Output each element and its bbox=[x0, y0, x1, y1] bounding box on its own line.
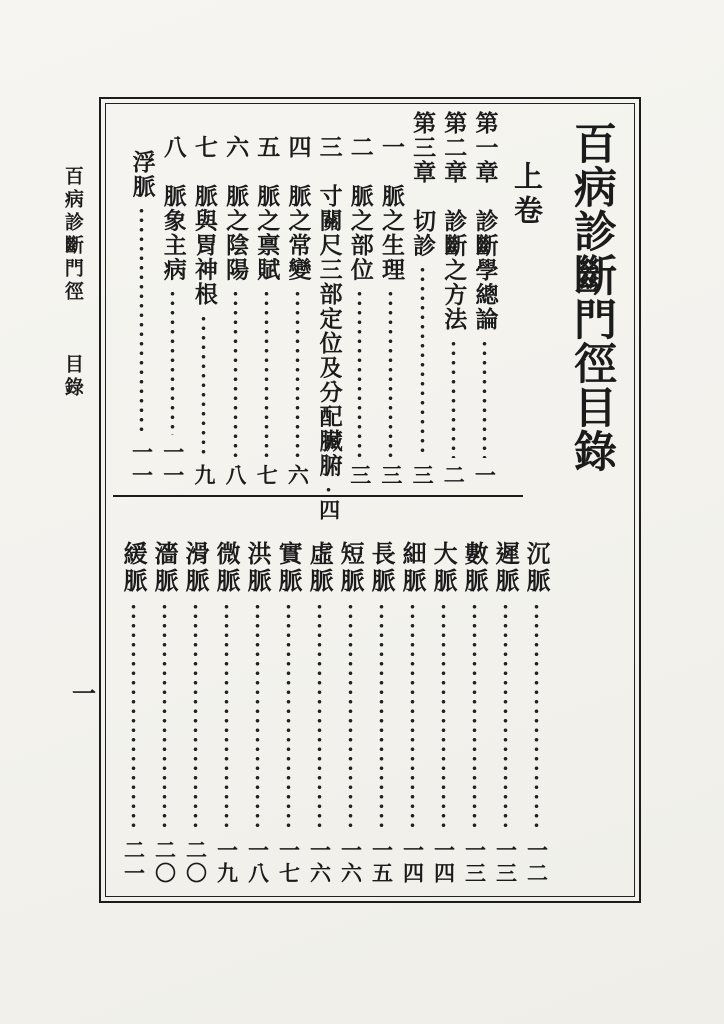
toc-entry bbox=[398, 541, 427, 887]
dot-leader bbox=[460, 602, 489, 833]
toc-entry-label: 實脈 bbox=[274, 541, 304, 595]
toc-entry bbox=[221, 111, 250, 489]
toc-entry-label: 二 脈之部位 bbox=[346, 135, 374, 282]
toc-entry-label: 七 脈與胃神根 bbox=[190, 135, 218, 307]
toc-entry-label: 短脈 bbox=[336, 541, 366, 595]
dot-leader bbox=[189, 314, 218, 459]
toc-entry-page-number: 一四 bbox=[400, 839, 426, 885]
dot-leader bbox=[522, 602, 551, 833]
dot-leader bbox=[243, 602, 272, 833]
toc-entry-page-number: 一二 bbox=[524, 839, 550, 885]
toc-entry-label: 細脈 bbox=[398, 541, 428, 595]
toc-entry-label: 緩脈 bbox=[119, 541, 149, 595]
toc-entry bbox=[181, 541, 210, 887]
volume-label: 上卷 bbox=[510, 161, 544, 229]
dot-leader bbox=[439, 339, 468, 459]
toc-entry-label: 第三章 切診 bbox=[409, 111, 437, 258]
toc-entry-page-number: 三 bbox=[378, 464, 404, 487]
dot-leader bbox=[314, 485, 343, 493]
dot-leader bbox=[283, 289, 312, 458]
toc-entry bbox=[460, 541, 489, 887]
dot-leader bbox=[408, 265, 437, 458]
toc-entry-label: 第二章 診斷之方法 bbox=[440, 111, 468, 332]
toc-entry bbox=[189, 111, 218, 489]
dot-leader bbox=[345, 289, 374, 458]
dot-leader bbox=[336, 602, 365, 833]
toc-entry-label: 四 脈之常變 bbox=[284, 135, 312, 282]
toc-entry bbox=[243, 541, 272, 887]
toc-entry bbox=[408, 111, 437, 489]
toc-entry-page-number: 三 bbox=[347, 464, 373, 487]
dot-leader bbox=[470, 339, 499, 459]
toc-entry bbox=[158, 111, 187, 489]
dot-leader bbox=[119, 602, 148, 833]
toc-entry-page-number: 六 bbox=[285, 464, 311, 487]
dot-leader bbox=[181, 602, 210, 833]
dot-leader bbox=[212, 602, 241, 833]
toc-entry-page-number: 七 bbox=[254, 464, 280, 487]
toc-entry-page-number: 二一 bbox=[121, 839, 147, 885]
toc-entry-label: 浮脈 bbox=[128, 150, 156, 199]
toc-entry-label: 滑脈 bbox=[181, 541, 211, 595]
toc-entry-page-number: 一三 bbox=[493, 839, 519, 885]
toc-entry bbox=[119, 541, 148, 887]
toc-entry bbox=[212, 541, 241, 887]
toc-entry-page-number: 三 bbox=[410, 464, 436, 487]
toc-entry bbox=[367, 541, 396, 887]
toc-entry-page-number: 一七 bbox=[276, 839, 302, 885]
dot-leader bbox=[305, 602, 334, 833]
toc-entry-label: 數脈 bbox=[460, 541, 490, 595]
folio-page-number: 一 bbox=[72, 679, 96, 708]
dot-leader bbox=[127, 206, 156, 435]
toc-entry bbox=[522, 541, 551, 887]
dot-leader bbox=[398, 602, 427, 833]
toc-entry-page-number: 九 bbox=[191, 464, 217, 487]
toc-entry bbox=[439, 111, 468, 489]
margin-section-label: 目錄 bbox=[61, 354, 84, 400]
toc-entry bbox=[305, 541, 334, 887]
toc-entry-page-number: 一五 bbox=[369, 839, 395, 885]
toc-entry-page-number: 一一 bbox=[160, 441, 186, 487]
page-frame bbox=[99, 97, 641, 903]
toc-entry bbox=[314, 111, 343, 522]
toc-entry-page-number: 一九 bbox=[214, 839, 240, 885]
toc-entry-page-number: 八 bbox=[223, 464, 249, 487]
toc-entry-page-number: 二〇 bbox=[183, 839, 209, 885]
toc-entry-page-number: 二〇 bbox=[152, 839, 178, 885]
toc-entry-page-number: 一一 bbox=[129, 441, 155, 487]
dot-leader bbox=[274, 602, 303, 833]
dot-leader bbox=[429, 602, 458, 833]
toc-upper-section bbox=[127, 111, 499, 522]
dot-leader bbox=[158, 289, 187, 435]
toc-entry bbox=[345, 111, 374, 489]
toc-entry-label: 六 脈之陰陽 bbox=[222, 135, 250, 282]
margin-running-title bbox=[62, 166, 83, 400]
toc-entry bbox=[150, 541, 179, 887]
margin-book-title: 百病診斷門徑 bbox=[61, 166, 84, 304]
toc-entry-page-number: 二 bbox=[441, 464, 467, 487]
dot-leader bbox=[491, 602, 520, 833]
dot-leader bbox=[221, 289, 250, 458]
toc-entry bbox=[252, 111, 281, 489]
toc-entry-label: 沉脈 bbox=[522, 541, 552, 595]
dot-leader bbox=[252, 289, 281, 458]
toc-entry-label: 濇脈 bbox=[150, 541, 180, 595]
toc-entry bbox=[429, 541, 458, 887]
toc-entry-page-number: 一六 bbox=[338, 839, 364, 885]
toc-entry-page-number: 一四 bbox=[431, 839, 457, 885]
dot-leader bbox=[376, 289, 405, 458]
toc-entry bbox=[491, 541, 520, 887]
toc-entry-label: 大脈 bbox=[429, 541, 459, 595]
toc-entry-label: 遲脈 bbox=[491, 541, 521, 595]
toc-lower-section bbox=[119, 541, 551, 887]
toc-entry-label: 虛脈 bbox=[305, 541, 335, 595]
toc-entry-page-number: 一 bbox=[472, 464, 498, 487]
toc-entry-label: 洪脈 bbox=[243, 541, 273, 595]
toc-entry-label: 微脈 bbox=[212, 541, 242, 595]
toc-entry-label: 五 脈之禀賦 bbox=[253, 135, 281, 282]
toc-entry-label: 三 寸關尺三部定位及分配臟腑 bbox=[315, 135, 343, 478]
toc-entry bbox=[127, 111, 156, 489]
toc-entry bbox=[376, 111, 405, 489]
toc-entry-page-number: 一八 bbox=[245, 839, 271, 885]
section-divider bbox=[113, 495, 523, 497]
toc-entry-label: 第一章 診斷學總論 bbox=[471, 111, 499, 332]
dot-leader bbox=[150, 602, 179, 833]
toc-entry-label: 一 脈之生理 bbox=[377, 135, 405, 282]
toc-entry-label: 八 脈象主病 bbox=[159, 135, 187, 282]
toc-entry bbox=[283, 111, 312, 489]
toc-entry-label: 長脈 bbox=[367, 541, 397, 595]
dot-leader bbox=[367, 602, 396, 833]
toc-entry bbox=[470, 111, 499, 489]
toc-entry-page-number: 一三 bbox=[462, 839, 488, 885]
toc-title: 百病診斷門徑目錄 bbox=[567, 121, 617, 473]
toc-entry-page-number: 四 bbox=[316, 499, 342, 522]
toc-entry-page-number: 一六 bbox=[307, 839, 333, 885]
toc-entry bbox=[336, 541, 365, 887]
toc-entry bbox=[274, 541, 303, 887]
